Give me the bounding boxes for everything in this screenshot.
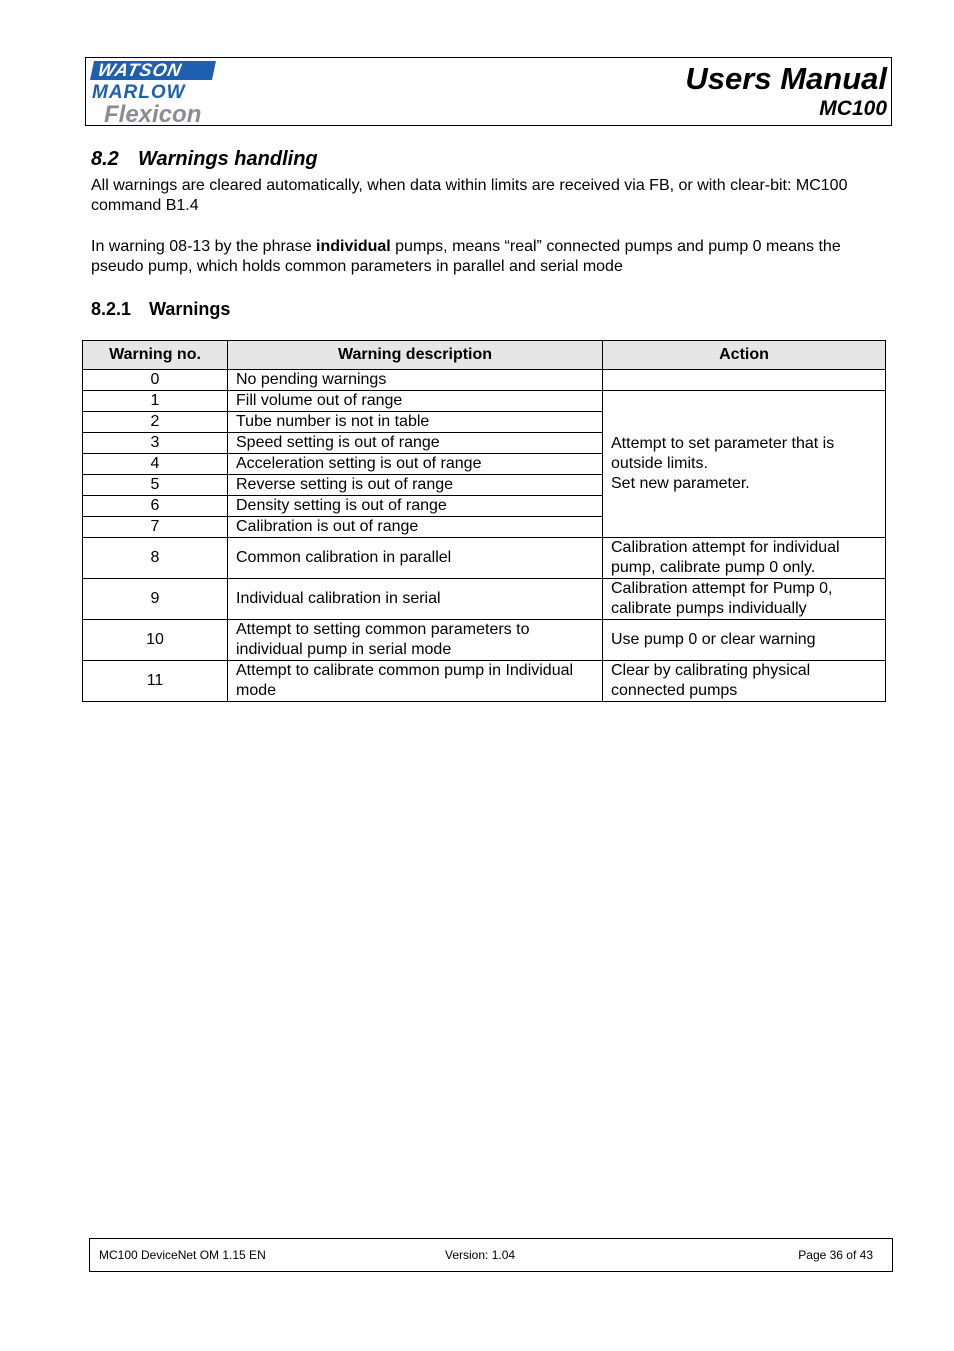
- warning-description: Acceleration setting is out of range: [228, 454, 603, 475]
- footer-page-number: Page 36 of 43: [798, 1248, 873, 1262]
- warning-no: 10: [83, 620, 228, 661]
- logo-watson: WATSON: [90, 61, 216, 80]
- section-heading: [91, 146, 318, 172]
- header-warning-description: Warning description: [228, 341, 603, 370]
- warning-action: Calibration attempt for Pump 0, calibrate pumps individually: [603, 579, 886, 620]
- warning-no: 7: [83, 517, 228, 538]
- page-footer: [89, 1238, 893, 1272]
- warning-no: 5: [83, 475, 228, 496]
- subsection-number: 8.2.1: [91, 299, 132, 319]
- table-row: [83, 661, 886, 702]
- warning-description: Density setting is out of range: [228, 496, 603, 517]
- warning-description: Common calibration in parallel: [228, 538, 603, 579]
- header-action: Action: [603, 341, 886, 370]
- footer-version: Version: 1.04: [445, 1248, 516, 1262]
- warning-no: 8: [83, 538, 228, 579]
- merged-action-line1: Attempt to set parameter that is outside limits.: [611, 435, 835, 472]
- page-header: [85, 57, 892, 126]
- logo-flexicon: Flexicon: [104, 101, 202, 128]
- table-row: [83, 620, 886, 661]
- warning-no: 6: [83, 496, 228, 517]
- table-header-row: [83, 341, 886, 370]
- paragraph-individual-pumps: [91, 237, 891, 277]
- warning-no: 1: [83, 391, 228, 412]
- warning-action: Clear by calibrating physical connected pumps: [603, 661, 886, 702]
- watson-marlow-flexicon-logo: [90, 60, 220, 126]
- warning-description: Reverse setting is out of range: [228, 475, 603, 496]
- warning-action-merged: [603, 391, 886, 538]
- subsection-title: Warnings: [149, 299, 231, 319]
- section-number: 8.2: [91, 148, 119, 170]
- subsection-heading: [91, 297, 230, 321]
- warning-no: 3: [83, 433, 228, 454]
- warning-no: 2: [83, 412, 228, 433]
- table-row: [83, 579, 886, 620]
- header-warning-no: Warning no.: [83, 341, 228, 370]
- warning-action: [603, 370, 886, 391]
- paragraph-text-after: pumps, means “real” connected pumps and pump 0 means the pseudo pump, which holds common parameters in parallel and serial mode: [91, 238, 841, 275]
- warnings-table: [82, 340, 886, 702]
- warning-no: 9: [83, 579, 228, 620]
- warning-action: Use pump 0 or clear warning: [603, 620, 886, 661]
- warning-description: Speed setting is out of range: [228, 433, 603, 454]
- warning-description: Tube number is not in table: [228, 412, 603, 433]
- warning-description: Attempt to calibrate common pump in Individual mode: [228, 661, 603, 702]
- warning-description: Individual calibration in serial: [228, 579, 603, 620]
- paragraph-text-before: In warning 08-13 by the phrase: [91, 238, 317, 255]
- merged-action-line2: Set new parameter.: [611, 475, 750, 492]
- document-subtitle: MC100: [819, 97, 887, 120]
- warning-no: 11: [83, 661, 228, 702]
- paragraph-bold-word: individual: [316, 238, 391, 255]
- warning-description: Fill volume out of range: [228, 391, 603, 412]
- document-title: Users Manual: [685, 61, 887, 96]
- section-title: Warnings handling: [138, 148, 318, 170]
- logo-marlow: MARLOW: [92, 82, 186, 103]
- warning-description: Calibration is out of range: [228, 517, 603, 538]
- warning-no: 0: [83, 370, 228, 391]
- warning-description: Attempt to setting common parameters to individual pump in serial mode: [228, 620, 603, 661]
- table-row: [83, 391, 886, 412]
- footer-document-name: MC100 DeviceNet OM 1.15 EN: [99, 1248, 266, 1262]
- table-row: [83, 538, 886, 579]
- warning-action: Calibration attempt for individual pump, calibrate pump 0 only.: [603, 538, 886, 579]
- warning-description: No pending warnings: [228, 370, 603, 391]
- warning-no: 4: [83, 454, 228, 475]
- table-row: [83, 370, 886, 391]
- paragraph-clear-warnings: All warnings are cleared automatically, when data within limits are received via FB, or with clear-bit: MC100 command B1.4: [91, 177, 848, 214]
